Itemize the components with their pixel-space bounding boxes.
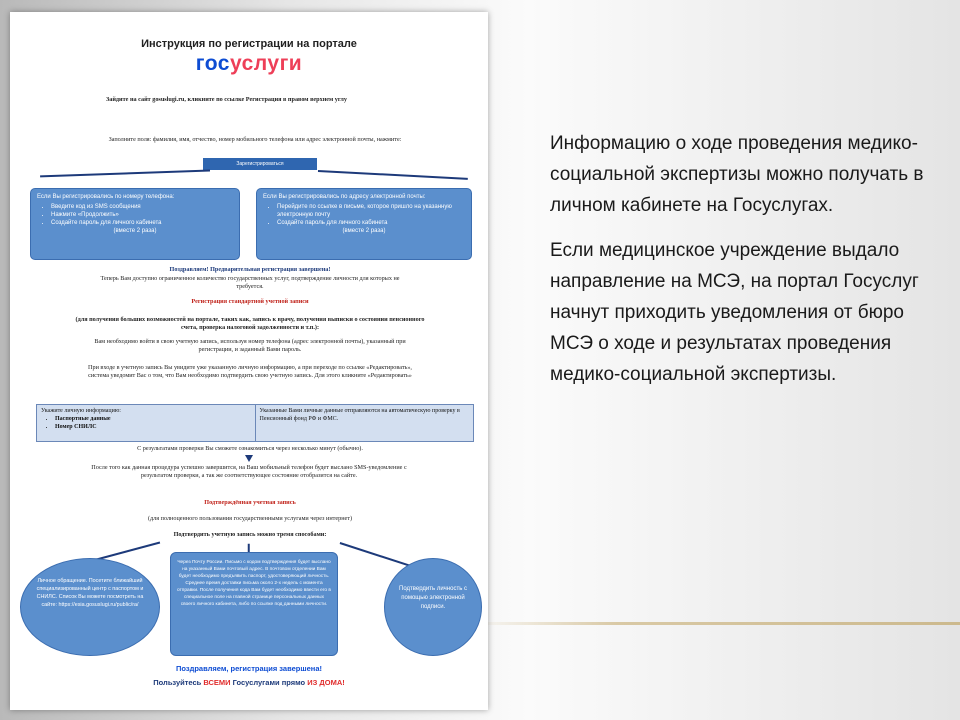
email-box-note: (вместе 2 раза)	[342, 228, 386, 234]
decorative-divider-line	[470, 622, 960, 625]
register-button-illustration: Зарегистрироваться	[203, 158, 317, 170]
registration-instruction-document	[10, 12, 488, 710]
phone-registration-box	[30, 188, 240, 260]
personal-info-item: • Паспортные данные	[55, 415, 251, 423]
phone-step: • Введите код из SMS сообщения	[51, 203, 233, 211]
info-paragraph-2: Если медицинское учреждение выдало направление на МСЭ, на портал Госуслуг начнут приходить уведомления от бюро МСЭ о ходе и результатах проведения медико-социальной экспертизы.	[550, 240, 919, 385]
document-title: Инструкция по регистрации на портале	[141, 38, 357, 50]
prelim-complete-heading: Поздравляем! Предварительная регистрация завершена!	[169, 266, 331, 273]
personal-visit-option: Личное обращение. Посетите ближайший специализированный центр с паспортом и СНИЛС. Список Вы можете посмотреть на сайте: https://esia.gosuslugi.ru/public/ra/	[20, 558, 160, 656]
login-note: Вам необходимо войти в свою учетную запись, используя номер телефона (адрес электронной почты), указанный при регистрации, и заданный Вами пароль.	[94, 338, 406, 353]
confirmed-account-heading: Подтверждённая учетная запись	[204, 499, 296, 506]
personal-info-right: Указанные Вами личные данные отправляются на автоматическую проверку в Пенсионный фонд РФ и ФМС.	[255, 405, 474, 441]
email-step: • Создайте пароль для личного кабинета	[277, 219, 465, 227]
check-results-text: С результатами проверки Вы сможете ознакомиться через несколько минут (обычно).	[137, 445, 363, 452]
phone-box-note: (вместе 2 раза)	[113, 228, 157, 234]
russian-post-option: Через Почту России. Письмо с кодом подтверждения будет выслано на указанный Вами почтовый адрес. В почтовом отделении Вам будет необходимо предъявить паспорт, удостоверяющий личность. Среднее время доставки письма около 2-х недель с момента отправки. После получения кода Вам будет необходимо ввести его в специальное поле на главной странице персональных данных своего личного кабинета, либо по ссылке под данными личности.	[170, 552, 338, 656]
three-ways-text: Подтвердить учетную запись можно тремя способами:	[173, 531, 327, 538]
email-registration-box	[256, 188, 472, 260]
info-text-block	[550, 128, 930, 404]
email-box-title: Если Вы регистрировались по адресу электронной почты:	[263, 194, 426, 200]
sms-notification-text: После того как данная процедура успешно завершится, на Ваш мобильный телефон будет выслано SMS-уведомление с результатом проверки, а так же соответствующее состояние отобразится на сайте.	[91, 464, 407, 479]
standard-account-desc: (для получения больших возможностей на портале, таких как, запись к врачу, получения выписки о состоянии пенсионного счета, проверка налоговой задолженности и т.п.):	[75, 316, 425, 331]
confirmed-account-desc: (для полноценного пользования государственными услугами через интернет)	[147, 515, 353, 522]
gosuslugi-logo: госуслуги	[195, 52, 303, 75]
personal-info-left	[37, 405, 255, 441]
info-paragraph-1: Информацию о ходе проведения медико-социальной экспертизы можно получать в личном кабинете на Госуслугах.	[550, 133, 924, 216]
limited-access-text: Теперь Вам доступно ограниченное количество государственных услуг, подтверждение личности для которых не требуется.	[100, 275, 400, 290]
electronic-signature-option: Подтвердить личность с помощью электронной подписи.	[384, 558, 482, 656]
personal-info-title: Укажите личную информацию:	[41, 408, 121, 414]
step-fill-fields: Заполните поля: фамилия, имя, отчество, номер мобильного телефона или адрес электронной почты, нажмите:	[108, 136, 402, 143]
phone-step: • Нажмите «Продолжить»	[51, 211, 233, 219]
use-services-text: Пользуйтесь ВСЕМИ Госуслугами прямо ИЗ ДОМА!	[153, 678, 345, 687]
phone-box-title: Если Вы регистрировались по номеру телефона:	[37, 194, 175, 200]
down-arrow-icon	[245, 455, 253, 462]
connector-line	[318, 170, 468, 179]
personal-info-table	[36, 404, 474, 442]
standard-account-heading: Регистрация стандартной учетной записи	[191, 298, 309, 305]
registration-complete-text: Поздравляем, регистрация завершена!	[175, 664, 322, 673]
phone-step: • Создайте пароль для личного кабинета	[51, 219, 233, 227]
personal-info-item: • Номер СНИЛС	[55, 423, 251, 431]
email-step: • Перейдите по ссылке в письме, которое пришло на указанную электронную почту	[277, 203, 465, 219]
step-visit-site: Зайдите на сайт gosuslugi.ru, кликните по ссылке Регистрация в правом верхнем углу	[106, 96, 347, 103]
first-login-note: При входе в учетную запись Вы увидите уже указанную личную информацию, а при переходе по ссылке «Редактировать», система уведомит Вас о том, что Вам необходимо подтвердить свою учетную запись. Для этого кликните «Редактировать»	[88, 364, 412, 379]
connector-line	[40, 170, 210, 177]
